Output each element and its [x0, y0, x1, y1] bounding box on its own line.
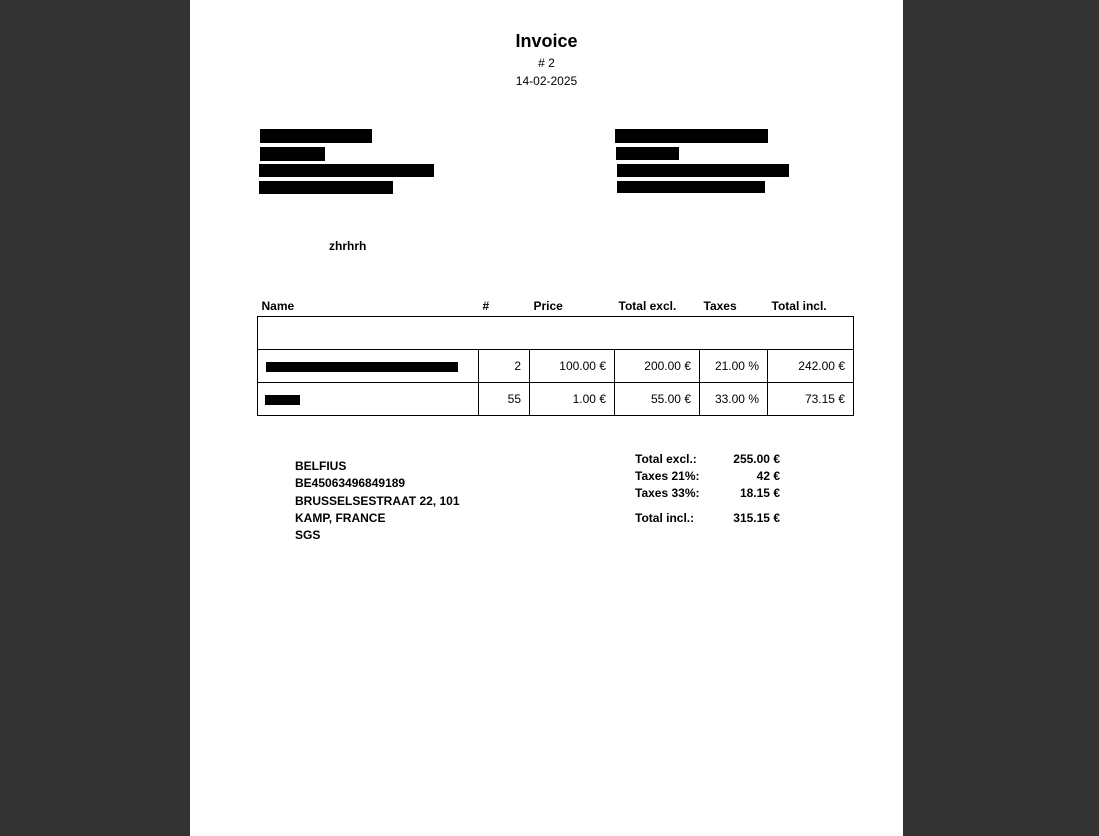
table-row [258, 383, 854, 416]
item-name-redacted [258, 383, 479, 416]
invoice-items-table [257, 296, 854, 416]
bank-address: BRUSSELSESTRAAT 22, 101 [295, 493, 460, 508]
invoice-reference: zhrhrh [329, 239, 367, 253]
taxes-21-value: 42 € [756, 469, 780, 483]
item-taxes: 21.00 % [700, 350, 768, 383]
item-name-redacted [258, 350, 479, 383]
redaction-bar [616, 147, 679, 160]
item-qty: 2 [479, 350, 530, 383]
column-header-taxes: Taxes [703, 299, 737, 313]
bank-city-country: KAMP, FRANCE [295, 510, 386, 525]
total-excl-row [635, 452, 780, 469]
redaction-bar [259, 164, 434, 177]
table-header-row [258, 296, 854, 317]
column-header-price: Price [533, 299, 563, 313]
bank-name: BELFIUS [295, 459, 347, 473]
taxes-33-label: Taxes 33%: [635, 486, 700, 500]
taxes-21-label: Taxes 21%: [635, 469, 700, 483]
invoice-date: 14-02-2025 [515, 74, 578, 88]
bank-iban: BE45063496849189 [295, 476, 406, 491]
item-total-incl: 73.15 € [768, 383, 854, 416]
column-header-total-excl: Total excl. [618, 299, 677, 313]
item-price: 1.00 € [530, 383, 615, 416]
invoice-totals [635, 452, 780, 528]
redaction-bar [266, 362, 458, 372]
item-total-incl: 242.00 € [768, 350, 854, 383]
redaction-bar [265, 395, 300, 405]
invoice-page [190, 0, 903, 836]
redaction-bar [617, 164, 789, 177]
redaction-bar [615, 129, 768, 143]
item-total-excl: 200.00 € [615, 350, 700, 383]
total-excl-label: Total excl.: [635, 452, 697, 466]
taxes-33-value: 18.15 € [739, 486, 780, 500]
taxes-33-row [635, 486, 780, 503]
total-incl-row [635, 511, 780, 528]
redaction-bar [260, 129, 372, 143]
redaction-bar [259, 181, 393, 194]
item-price: 100.00 € [530, 350, 615, 383]
total-incl-value: 315.15 € [733, 511, 780, 525]
invoice-title: Invoice [515, 31, 578, 51]
total-incl-label: Total incl.: [635, 511, 695, 525]
invoice-number: # 2 [538, 56, 555, 70]
bank-code: SGS [295, 528, 321, 543]
item-qty: 55 [479, 383, 530, 416]
item-taxes: 33.00 % [700, 383, 768, 416]
column-header-total-incl: Total incl. [771, 299, 827, 313]
bank-details [295, 458, 460, 544]
redaction-bar [260, 147, 325, 161]
total-excl-value: 255.00 € [733, 452, 780, 466]
table-row [258, 350, 854, 383]
column-header-qty: # [482, 299, 490, 313]
redaction-bar [617, 181, 765, 193]
taxes-21-row [635, 469, 780, 486]
item-total-excl: 55.00 € [615, 383, 700, 416]
column-header-name: Name [261, 299, 295, 313]
